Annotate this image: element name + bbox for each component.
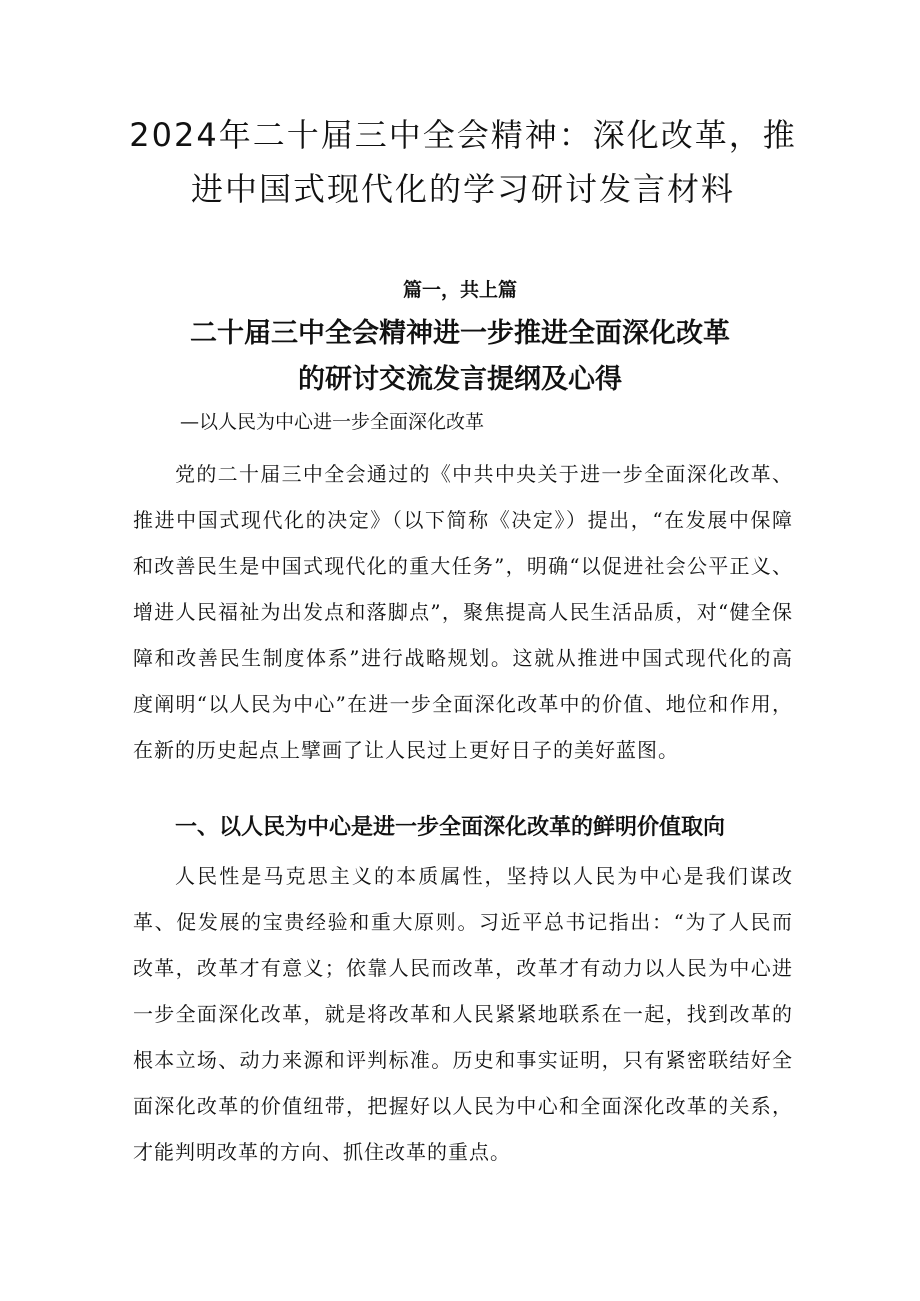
- body-paragraph-2: 人民性是马克思主义的本质属性，坚持以人民为中心是我们谋改革、促发展的宝贵经验和重大原则。习近平总书记指出：“为了人民而改革，改革才有意义；依靠人民而改革，改革才有动力以人民为中心进一步全面深化改革，就是将改革和人民紧紧地联系在一起，找到改革的根本立场、动力来源和评判标准。历史和事实证明，只有紧密联结好全面深化改革的价值纽带，把握好以人民为中心和全面深化改革的关系，才能判明改革的方向、抓住改革的重点。: [133, 864, 793, 1164]
- section-heading-1: 一、以人民为中心是进一步全面深化改革的鲜明价值取向: [175, 815, 726, 840]
- document-title: [118, 108, 808, 216]
- document-title-line-1: 2024年二十届三中全会精神：深化改革，推: [129, 116, 797, 154]
- body-paragraph-1: 党的二十届三中全会通过的《中共中央关于进一步全面深化改革、推进中国式现代化的决定》（以下简称《决定》）提出，“在发展中保障和改善民生是中国式现代化的重大任务”，明确“以促进社会公平正义、增进人民福祉为出发点和落脚点”，聚焦提高人民生活品质，对“健全保障和改善民生制度体系”进行战略规划。这就从推进中国式现代化的高度阐明“以人民为中心”在进一步全面深化改革中的价值、地位和作用，在新的历史起点上擘画了让人民过上更好日子的美好蓝图。: [133, 462, 793, 762]
- article-title-line-1: 二十届三中全会精神进一步推进全面深化改革: [190, 318, 730, 349]
- article-subtitle: —以人民为中心进一步全面深化改革: [180, 411, 485, 433]
- article-title: [0, 311, 920, 403]
- part-label: 篇一，共上篇: [402, 279, 517, 301]
- article-title-line-2: 的研讨交流发言提纲及心得: [298, 364, 622, 395]
- document-title-line-2: 进中国式现代化的学习研讨发言材料: [190, 170, 735, 208]
